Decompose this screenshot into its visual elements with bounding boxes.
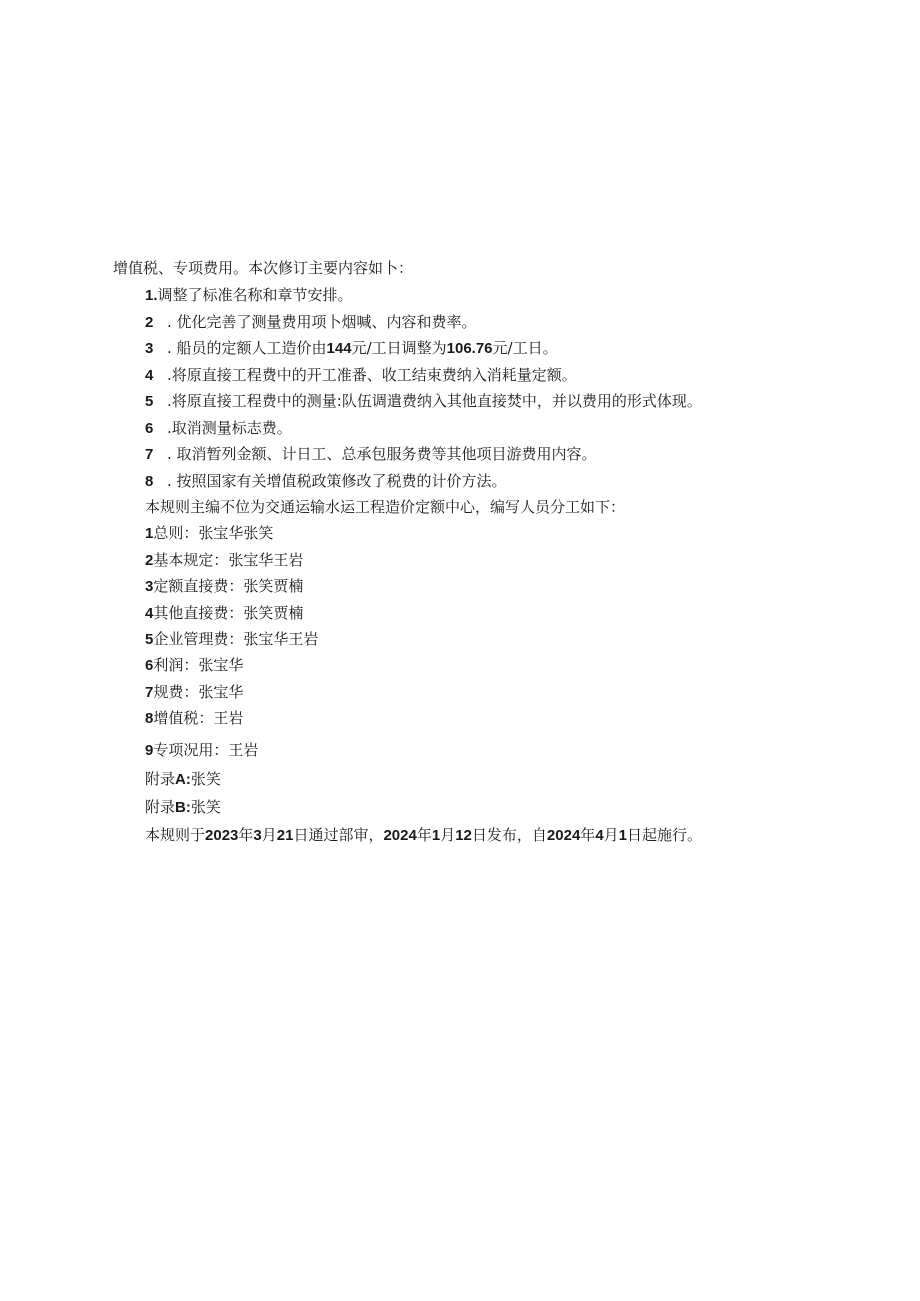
revision-text: .取消测量标志费。 — [167, 419, 292, 437]
revision-item-4 — [145, 365, 577, 386]
assignment-item-1 — [145, 523, 273, 544]
assignment-number: 3 — [145, 578, 154, 595]
revision-number: 5 — [145, 393, 154, 410]
assignment-item-9 — [145, 740, 258, 761]
approval-day: 21 — [276, 827, 294, 844]
closing-text: 月 — [603, 826, 619, 844]
assignment-text: 利润：张宝华 — [153, 656, 244, 674]
assignment-item-5 — [145, 629, 318, 650]
assignment-text: 企业管理费：张宝华王岩 — [153, 630, 319, 648]
closing-text: 本规则于 — [145, 826, 206, 844]
revision-item-8 — [145, 471, 507, 492]
revision-text: . 取消暂列金额、计日工、总承包服务费等其他项目游费用内容。 — [167, 445, 597, 463]
effective-year: 2024 — [546, 827, 581, 844]
old-wage-value: 144 — [326, 340, 352, 357]
assignment-number: 6 — [145, 657, 154, 674]
closing-text: 日起施行。 — [627, 826, 703, 844]
appendix-text: 张笑 — [190, 770, 221, 788]
revision-item-2 — [145, 312, 477, 333]
closing-text: 月 — [440, 826, 456, 844]
revision-text: . 优化完善了测量费用项卜烟喊、内容和费率。 — [167, 313, 477, 331]
assignment-item-2 — [145, 550, 303, 571]
revision-text: . 按照国家有关增值税政策修改了税费的计价方法。 — [167, 472, 507, 490]
appendix-letter: A: — [175, 771, 191, 788]
revision-text: . 船员的定额人工造价由 — [167, 339, 327, 357]
assignment-number: 8 — [145, 710, 154, 727]
revision-number: 7 — [145, 446, 154, 463]
approval-month: 3 — [253, 827, 262, 844]
revision-number: 1. — [145, 287, 158, 304]
effective-month: 4 — [595, 827, 604, 844]
revision-item-7 — [145, 444, 597, 465]
closing-line — [145, 825, 702, 846]
assignment-text: 其他直接费：张笑贾楠 — [153, 604, 304, 622]
revision-text: .将原直接工程费中的开工准番、收工结束费纳入消耗量定额。 — [167, 366, 577, 384]
revision-text: 元/工日。 — [492, 339, 558, 357]
closing-text: 年 — [580, 826, 596, 844]
closing-text: 日发布，自 — [471, 826, 547, 844]
appendix-text: 张笑 — [190, 798, 221, 816]
revision-number: 4 — [145, 367, 154, 384]
appendix-letter: B: — [175, 799, 191, 816]
revision-item-5 — [145, 391, 702, 412]
assignment-number: 2 — [145, 552, 154, 569]
publish-year: 2024 — [383, 827, 417, 844]
assignment-item-8 — [145, 708, 243, 729]
assignment-item-7 — [145, 682, 243, 703]
intro-line — [113, 258, 413, 278]
publish-day: 12 — [455, 827, 472, 844]
appendix-prefix: 附录 — [145, 770, 176, 788]
closing-text: 日通过部审， — [293, 826, 384, 844]
assignment-item-4 — [145, 603, 303, 624]
assignment-number: 5 — [145, 631, 154, 648]
assignment-text: 总则：张宝华张笑 — [153, 524, 274, 542]
closing-text: 年 — [238, 826, 254, 844]
assignment-item-6 — [145, 655, 243, 676]
new-wage-value: 106.76 — [446, 340, 493, 357]
assignment-number: 7 — [145, 684, 154, 701]
revision-item-6 — [145, 418, 292, 439]
assignment-number: 1 — [145, 525, 154, 542]
closing-text: 月 — [261, 826, 277, 844]
assignment-number: 4 — [145, 605, 154, 622]
revision-text: 调整了标准名称和章节安排。 — [157, 286, 353, 304]
editor-intro-line — [145, 497, 625, 517]
approval-year: 2023 — [205, 827, 239, 844]
assignment-text: 基本规定：张宝华王岩 — [153, 551, 304, 569]
appendix-item-b — [145, 797, 221, 818]
assignment-number: 9 — [145, 742, 154, 759]
revision-item-3 — [145, 338, 558, 359]
appendix-prefix: 附录 — [145, 798, 176, 816]
assignment-text: 定额直接费：张笑贾楠 — [153, 577, 304, 595]
revision-number: 6 — [145, 420, 154, 437]
effective-day: 1 — [618, 827, 628, 844]
assignment-text: 增值税：王岩 — [153, 709, 244, 727]
publish-month: 1 — [431, 827, 441, 844]
revision-number: 8 — [145, 473, 154, 490]
intro-text: 增值税、专项费用。本次修订主要内容如卜： — [113, 259, 414, 277]
closing-text: 年 — [416, 826, 432, 844]
revision-text: .将原直接工程费中的测量:队伍调遣费纳入其他直接焚中，并以费用的形式体现。 — [167, 392, 702, 410]
appendix-item-a — [145, 769, 221, 790]
revision-number: 3 — [145, 340, 154, 357]
assignment-text: 专项况用：王岩 — [153, 741, 259, 759]
editor-intro-text: 本规则主编不位为交通运输水运工程造价定额中心，编写人员分工如下： — [145, 498, 626, 516]
revision-text: 元/工日调整为 — [351, 339, 447, 357]
revision-number: 2 — [145, 314, 154, 331]
revision-item-1 — [145, 285, 353, 306]
assignment-text: 规费：张宝华 — [153, 683, 244, 701]
assignment-item-3 — [145, 576, 303, 597]
